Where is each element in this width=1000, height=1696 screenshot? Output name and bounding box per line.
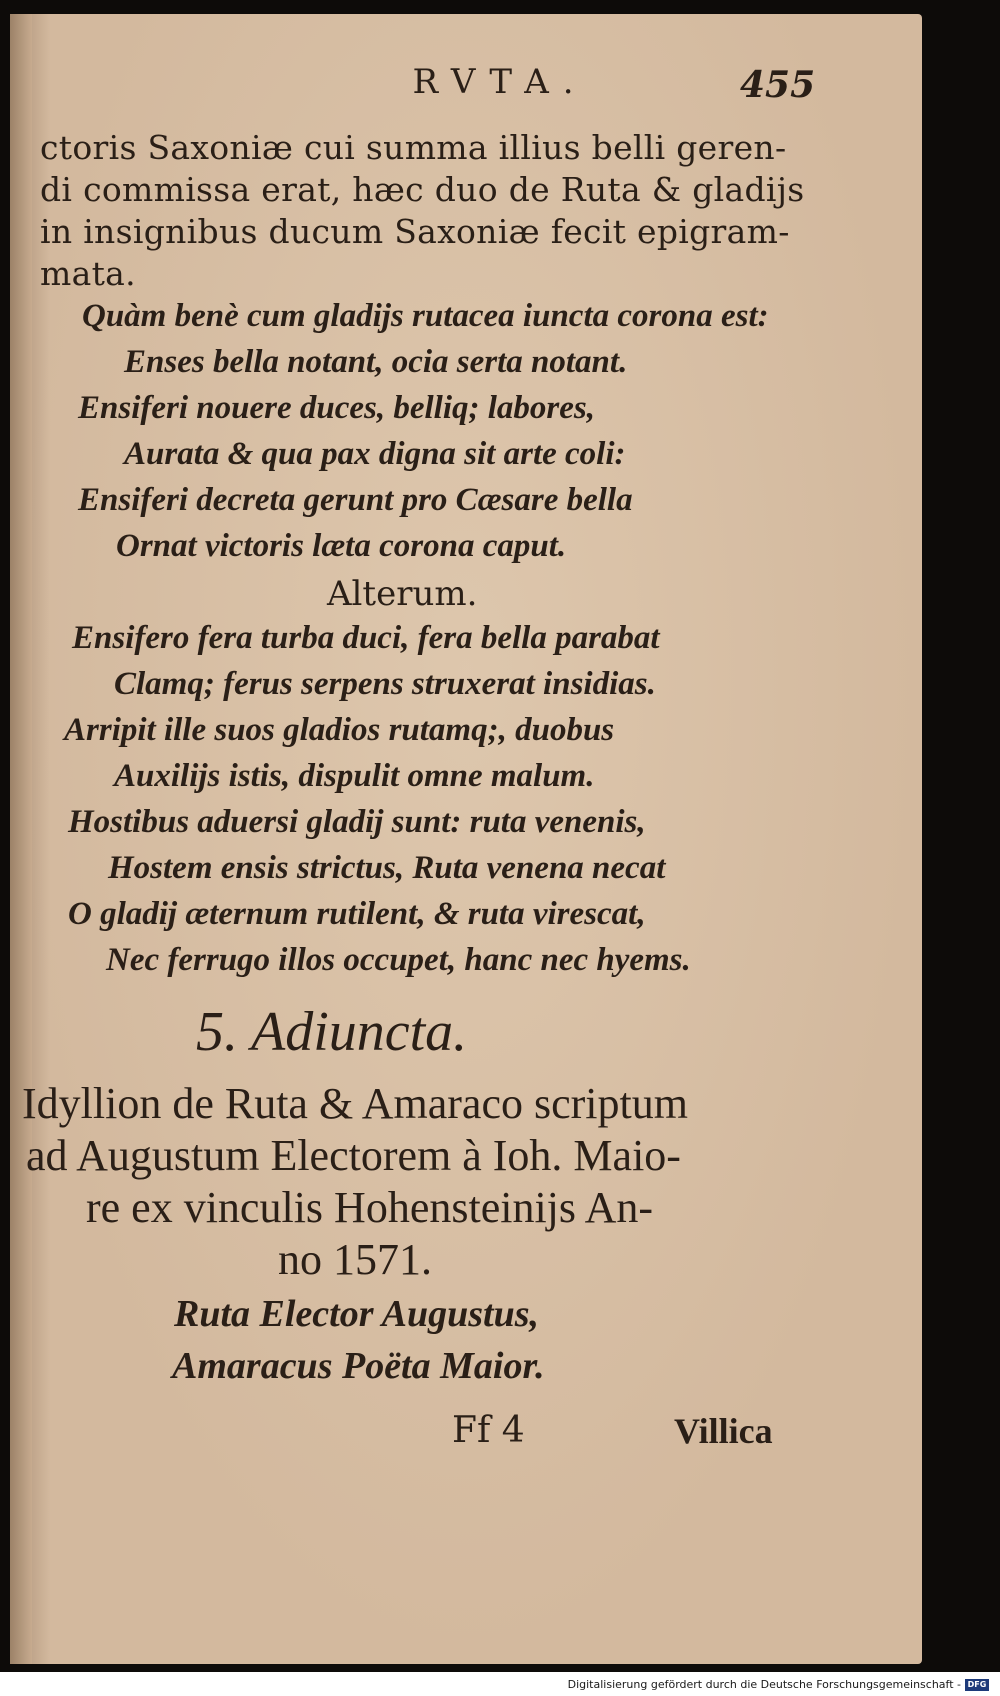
dfg-logo-icon: DFG [965,1679,989,1691]
verse-line: Hostibus aduersi gladij sunt: ruta venenis, [68,804,646,840]
verse-line: Quàm benè cum gladijs rutacea iuncta corona est: [82,298,769,334]
verse-line: Aurata & qua pax digna sit arte coli: [124,436,626,472]
idyllion-verse-line: Ruta Elector Augustus, [174,1293,539,1335]
digitization-footer [0,1678,993,1694]
verse-line: Nec ferrugo illos occupet, hanc nec hyems. [106,942,691,978]
footer-credit: Digitalisierung gefördert durch die Deutsche Forschungsgemeinschaft - [567,1678,961,1691]
verse-line: Ornat victoris læta corona caput. [116,528,567,564]
verse-line: Enses bella notant, ocia serta notant. [124,344,628,380]
verse-line: O gladij æternum rutilent, & ruta virescat, [68,896,646,932]
section-heading: 5. Adiuncta. [196,1001,468,1063]
poem-heading: Alterum. [327,574,478,614]
idyllion-title-line: re ex vinculis Hohensteinijs An- [86,1183,654,1232]
page-number: 455 [740,64,816,106]
idyllion-title-line: Idyllion de Ruta & Amaraco scriptum [22,1079,688,1128]
idyllion-verse-line: Amaracus Poëta Maior. [172,1345,545,1387]
idyllion-title-line: ad Augustum Electorem à Ioh. Maio- [26,1131,681,1180]
signature-mark: Ff 4 [452,1410,525,1451]
running-head: RVTA. [412,62,588,102]
verse-line: Clamq; ferus serpens struxerat insidias. [114,666,656,702]
verse-line: Ensifero fera turba duci, fera bella parabat [72,620,660,656]
catchword: Villica [674,1411,773,1451]
verse-line: Auxilijs istis, dispulit omne malum. [114,758,595,794]
verse-line: Arripit ille suos gladios rutamq;, duobus [64,712,615,748]
prose-line: ctoris Saxoniæ cui summa illius belli geren- [40,128,787,167]
verse-line: Ensiferi nouere duces, belliq; labores, [78,390,595,426]
verse-line: Ensiferi decreta gerunt pro Cæsare bella [78,482,633,518]
page-gutter [10,14,32,1664]
prose-line: in insignibus ducum Saxoniæ fecit epigram- [40,212,790,251]
prose-line: di commissa erat, hæc duo de Ruta & gladijs [40,170,805,209]
verse-line: Hostem ensis strictus, Ruta venena necat [108,850,666,886]
prose-line: mata. [40,254,136,293]
idyllion-title-line: no 1571. [278,1235,432,1284]
